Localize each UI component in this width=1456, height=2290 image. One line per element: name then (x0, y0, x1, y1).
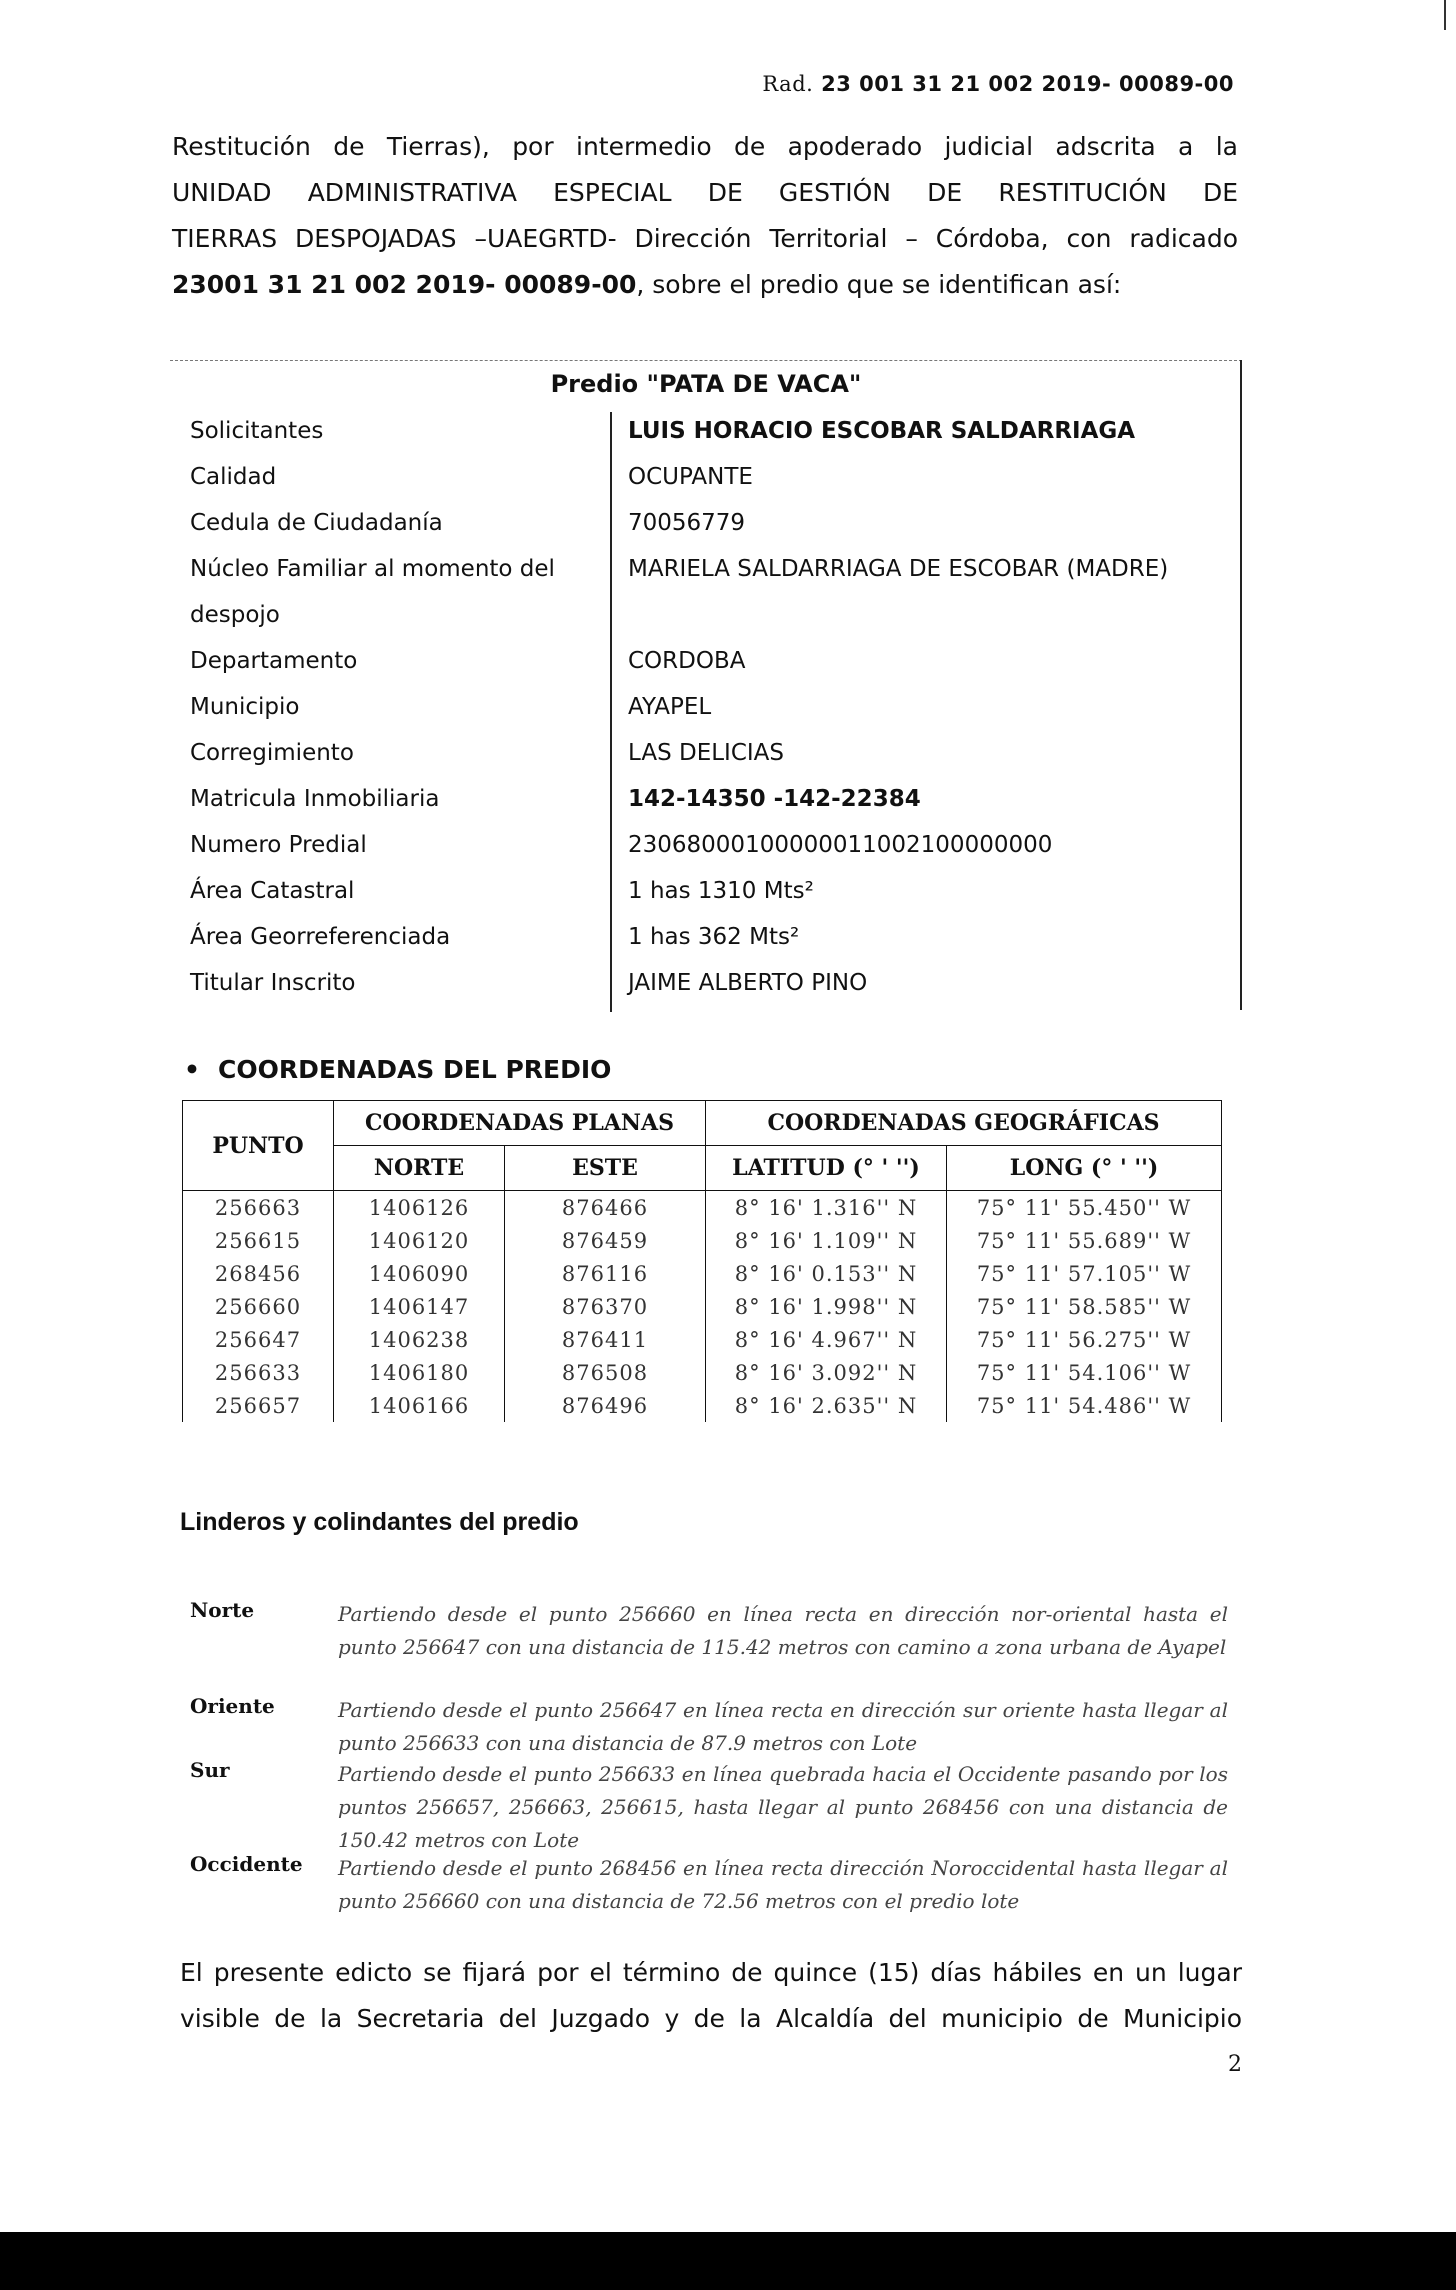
predio-row-calidad (170, 454, 1242, 500)
radicado-number: 23 001 31 21 002 2019- 00089-00 (821, 72, 1234, 96)
cell-este: 876411 (505, 1323, 706, 1356)
col-este: ESTE (505, 1146, 706, 1191)
cell-norte: 1406120 (334, 1224, 505, 1257)
predio-value: 23068000100000011002100000000 (628, 832, 1053, 858)
predio-value: 1 has 362 Mts² (628, 924, 800, 950)
predio-label: Municipio (190, 694, 300, 720)
predio-row-solicitantes (170, 408, 1242, 454)
predio-value: OCUPANTE (628, 464, 753, 490)
bullet-icon: • (184, 1055, 200, 1084)
intro-line-3: TIERRAS DESPOJADAS –UAEGRTD- Dirección Territorial – Córdoba, con radicado (172, 224, 1238, 253)
col-norte: NORTE (334, 1146, 505, 1191)
predio-row-cedula (170, 500, 1242, 546)
radicado-prefix: Rad. (762, 72, 814, 96)
intro-line-4-rest: , sobre el predio que se identifican así: (636, 270, 1122, 299)
cell-este: 876466 (505, 1191, 706, 1225)
cell-norte: 1406166 (334, 1389, 505, 1422)
coordinates-title-text: COORDENADAS DEL PREDIO (218, 1055, 612, 1084)
lindero-direction: Oriente (190, 1694, 275, 1718)
predio-row-corregimiento (170, 730, 1242, 776)
linderos-title: Linderos y colindantes del predio (180, 1508, 579, 1536)
cell-norte: 1406180 (334, 1356, 505, 1389)
predio-value: LAS DELICIAS (628, 740, 785, 766)
predio-value: 142-14350 -142-22384 (628, 786, 921, 812)
predio-row-departamento (170, 638, 1242, 684)
closing-line-1: El presente edicto se fijará por el término de quince (15) días hábiles en un lugar (180, 1958, 1242, 1987)
col-longitud: LONG (° ' '') (947, 1146, 1222, 1191)
page-number: 2 (1228, 2052, 1242, 2077)
predio-value: AYAPEL (628, 694, 712, 720)
cell-punto: 256657 (183, 1389, 334, 1422)
predio-label: despojo (190, 602, 280, 628)
cell-norte: 1406147 (334, 1290, 505, 1323)
predio-label: Numero Predial (190, 832, 367, 858)
cell-latitud: 8° 16' 1.109'' N (706, 1224, 947, 1257)
cell-longitud: 75° 11' 57.105'' W (947, 1257, 1222, 1290)
lindero-direction: Occidente (190, 1852, 303, 1876)
intro-paragraph (172, 124, 1238, 308)
cell-latitud: 8° 16' 1.316'' N (706, 1191, 947, 1225)
cell-punto: 256615 (183, 1224, 334, 1257)
cell-este: 876370 (505, 1290, 706, 1323)
predio-label: Corregimiento (190, 740, 354, 766)
cell-punto: 256663 (183, 1191, 334, 1225)
predio-info-table (170, 352, 1242, 1012)
predio-row-nucleo-familiar (170, 546, 1242, 592)
col-punto: PUNTO (183, 1101, 334, 1191)
table-row (183, 1290, 1222, 1323)
table-row (183, 1224, 1222, 1257)
table-row (183, 1323, 1222, 1356)
predio-label: Solicitantes (190, 418, 324, 444)
radicado-header (762, 72, 1234, 96)
predio-title: Predio "PATA DE VACA" (550, 370, 862, 398)
predio-value: 70056779 (628, 510, 746, 536)
table-row (183, 1191, 1222, 1225)
predio-label: Núcleo Familiar al momento del (190, 556, 555, 582)
intro-line-4 (172, 262, 1238, 308)
cell-longitud: 75° 11' 58.585'' W (947, 1290, 1222, 1323)
closing-paragraph (180, 1950, 1242, 2042)
predio-label: Matricula Inmobiliaria (190, 786, 440, 812)
lindero-text: Partiendo desde el punto 256647 en línea recta en dirección sur oriente hasta llegar al punto 256633 con una distancia de 87.9 metros con Lote (338, 1698, 1228, 1755)
cell-punto: 268456 (183, 1257, 334, 1290)
intro-line-1: Restitución de Tierras), por intermedio de apoderado judicial adscrita a la (172, 132, 1238, 161)
cell-latitud: 8° 16' 0.153'' N (706, 1257, 947, 1290)
predio-row-area-georreferenciada (170, 914, 1242, 960)
predio-value: 1 has 1310 Mts² (628, 878, 814, 904)
lindero-text: Partiendo desde el punto 268456 en línea recta dirección Noroccidental hasta llegar al punto 256660 con una distancia de 72.56 metros con el predio lote (338, 1856, 1228, 1913)
predio-row-matricula (170, 776, 1242, 822)
predio-row-area-catastral (170, 868, 1242, 914)
predio-label: Cedula de Ciudadanía (190, 510, 443, 536)
cell-punto: 256660 (183, 1290, 334, 1323)
coordinates-table (182, 1100, 1222, 1422)
scan-bottom-bar (0, 2232, 1456, 2290)
col-latitud: LATITUD (° ' '') (706, 1146, 947, 1191)
intro-line-2: UNIDAD ADMINISTRATIVA ESPECIAL DE GESTIÓN DE RESTITUCIÓN DE (172, 178, 1238, 207)
lindero-text: Partiendo desde el punto 256633 en línea quebrada hacia el Occidente pasando por los puntos 256657, 256663, 256615, hasta llegar al punto 268456 con una distancia de 150.42 metros con Lote (338, 1762, 1228, 1852)
cell-longitud: 75° 11' 54.486'' W (947, 1389, 1222, 1422)
table-row (183, 1257, 1222, 1290)
cell-latitud: 8° 16' 4.967'' N (706, 1323, 947, 1356)
table-row (183, 1356, 1222, 1389)
cell-norte: 1406126 (334, 1191, 505, 1225)
col-group-geograficas: COORDENADAS GEOGRÁFICAS (706, 1101, 1222, 1146)
cell-punto: 256647 (183, 1323, 334, 1356)
predio-label: Calidad (190, 464, 277, 490)
cell-longitud: 75° 11' 55.689'' W (947, 1224, 1222, 1257)
cell-este: 876116 (505, 1257, 706, 1290)
cell-norte: 1406090 (334, 1257, 505, 1290)
coordinates-section-title (184, 1055, 612, 1084)
lindero-direction: Norte (190, 1598, 255, 1622)
lindero-text: Partiendo desde el punto 256660 en línea recta en dirección nor-oriental hasta el punto 256647 con una distancia de 115.42 metros con camino a zona urbana de Ayapel (338, 1602, 1228, 1659)
predio-label: Área Catastral (190, 878, 355, 904)
col-group-planas: COORDENADAS PLANAS (334, 1101, 706, 1146)
cell-latitud: 8° 16' 3.092'' N (706, 1356, 947, 1389)
predio-row-despojo (170, 592, 1242, 638)
cell-norte: 1406238 (334, 1323, 505, 1356)
predio-row-numero-predial (170, 822, 1242, 868)
cell-longitud: 75° 11' 56.275'' W (947, 1323, 1222, 1356)
cell-este: 876459 (505, 1224, 706, 1257)
predio-table-top-border (170, 360, 1242, 361)
cell-este: 876508 (505, 1356, 706, 1389)
predio-row-municipio (170, 684, 1242, 730)
intro-radicado-bold: 23001 31 21 002 2019- 00089-00 (172, 270, 637, 299)
predio-row-titular (170, 960, 1242, 1006)
cell-punto: 256633 (183, 1356, 334, 1389)
table-row (183, 1389, 1222, 1422)
lindero-direction: Sur (190, 1758, 230, 1782)
predio-label: Departamento (190, 648, 358, 674)
cell-latitud: 8° 16' 1.998'' N (706, 1290, 947, 1323)
scan-edge-mark (1444, 0, 1446, 30)
cell-longitud: 75° 11' 55.450'' W (947, 1191, 1222, 1225)
cell-latitud: 8° 16' 2.635'' N (706, 1389, 947, 1422)
predio-value: CORDOBA (628, 648, 746, 674)
predio-label: Área Georreferenciada (190, 924, 451, 950)
cell-longitud: 75° 11' 54.106'' W (947, 1356, 1222, 1389)
predio-label: Titular Inscrito (190, 970, 356, 996)
predio-value: LUIS HORACIO ESCOBAR SALDARRIAGA (628, 418, 1136, 444)
closing-line-2: visible de la Secretaria del Juzgado y de la Alcaldía del municipio de Municipio (180, 2004, 1242, 2033)
predio-value: MARIELA SALDARRIAGA DE ESCOBAR (MADRE) (628, 556, 1169, 582)
predio-value: JAIME ALBERTO PINO (628, 970, 868, 996)
cell-este: 876496 (505, 1389, 706, 1422)
